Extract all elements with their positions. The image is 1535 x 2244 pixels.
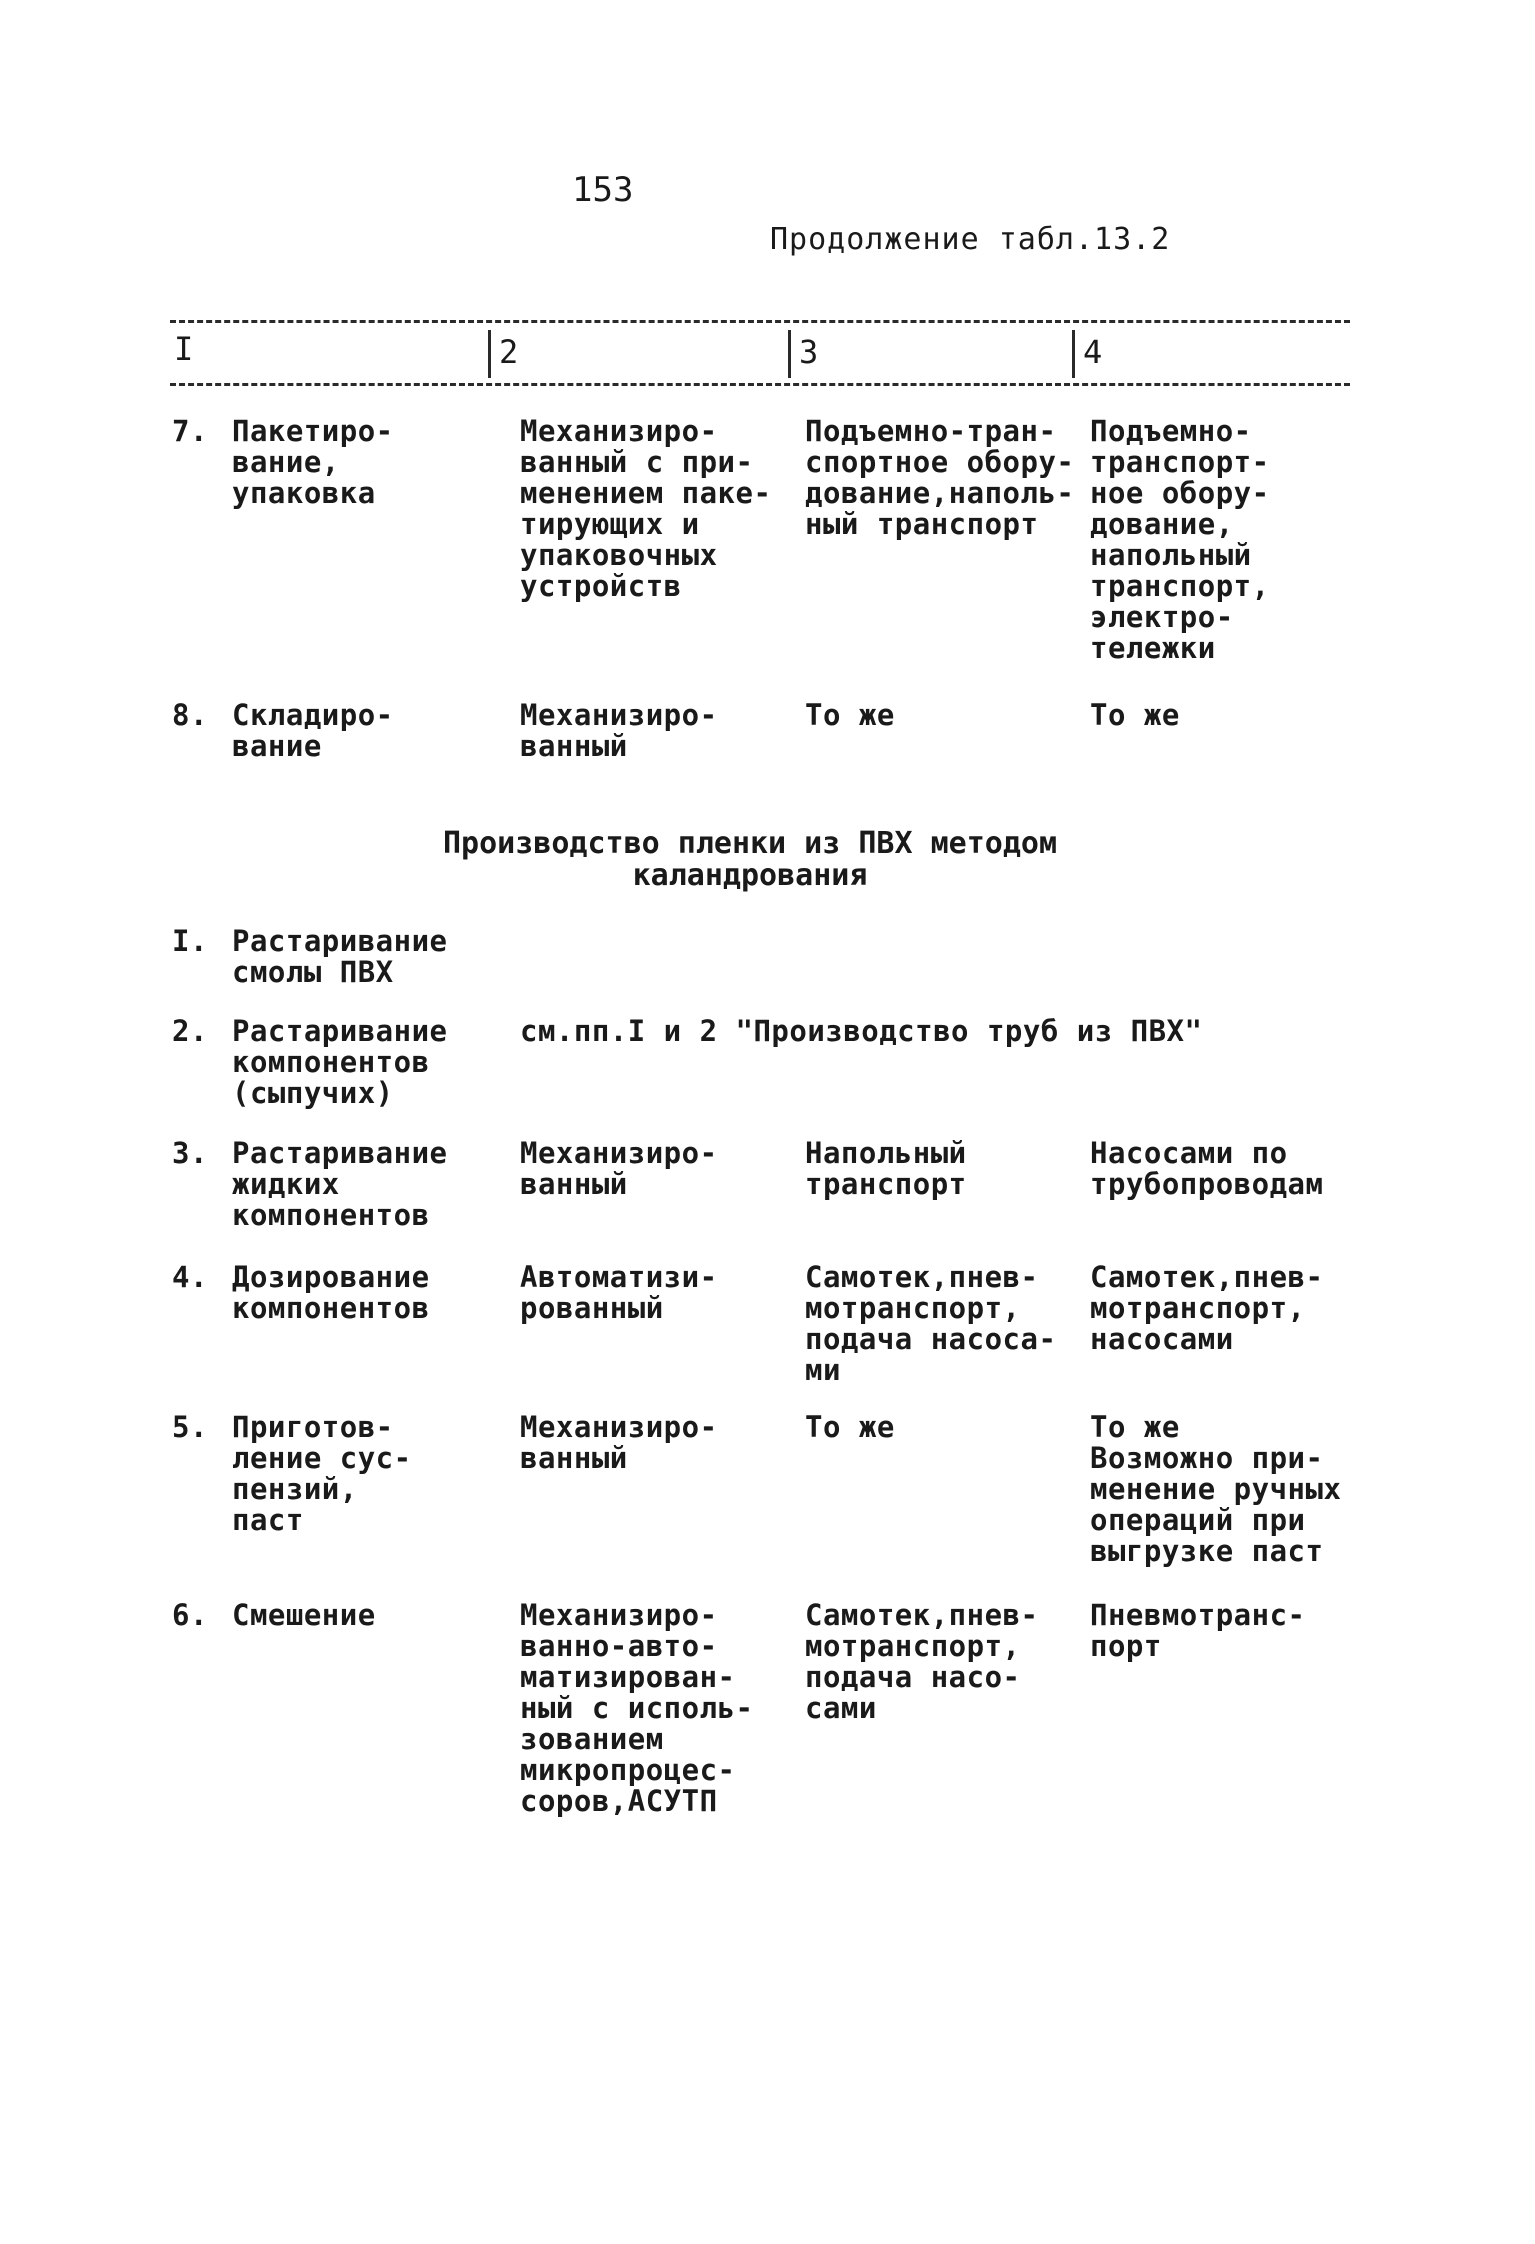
row-number: 3. — [172, 1136, 208, 1170]
equipment-cell: Самотек,пнев- мотранспорт, насосами — [1090, 1260, 1324, 1356]
reference-cell: см.пп.I и 2 "Производство труб из ПВХ" — [520, 1014, 1203, 1048]
method-cell: Автоматизи- рованный — [520, 1260, 718, 1325]
operation-cell: Складиро- вание — [232, 698, 394, 763]
table-rule-bottom — [170, 383, 1350, 386]
equipment-cell: Подъемно- транспорт- ное обору- дование, напольный транспорт, электро- тележки — [1090, 414, 1270, 665]
operation-cell: Растаривание компонентов (сыпучих) — [232, 1014, 448, 1110]
row-number: I. — [172, 924, 208, 958]
transport-cell: То же — [805, 698, 895, 732]
operation-cell: Растаривание жидких компонентов — [232, 1136, 448, 1232]
table-rule-top — [170, 320, 1350, 323]
table-header-col-4: 4 — [1072, 330, 1102, 378]
transport-cell: То же — [805, 1410, 895, 1444]
operation-cell: Дозирование компонентов — [232, 1260, 430, 1325]
row-number: 7. — [172, 414, 208, 448]
operation-cell: Приготов- ление сус- пензий, паст — [232, 1410, 412, 1537]
operation-cell: Пакетиро- вание, упаковка — [232, 414, 394, 510]
row-number: 2. — [172, 1014, 208, 1048]
method-cell: Механизиро- ванный с при- менением паке- тирующих и упаковочных устройств — [520, 414, 772, 603]
operation-cell: Смешение — [232, 1598, 376, 1632]
operation-cell: Растаривание смолы ПВХ — [232, 924, 448, 989]
row-number: 5. — [172, 1410, 208, 1444]
method-cell: Механизиро- ванный — [520, 698, 718, 763]
transport-cell: Подъемно-тран- спортное обору- дование,наполь- ный транспорт — [805, 414, 1075, 541]
equipment-cell: Пневмотранс- порт — [1090, 1598, 1306, 1663]
equipment-cell: То же Возможно при- менение ручных операций при выгрузке паст — [1090, 1410, 1342, 1568]
section-title: Производство пленки из ПВХ методом каландрования — [442, 826, 1058, 893]
transport-cell: Самотек,пнев- мотранспорт, подача насоса- ми — [805, 1260, 1057, 1387]
transport-cell: Напольный транспорт — [805, 1136, 967, 1201]
equipment-cell: То же — [1090, 698, 1180, 732]
table-header-col-1: I — [174, 330, 194, 368]
row-number: 4. — [172, 1260, 208, 1294]
method-cell: Механизиро- ванный — [520, 1136, 718, 1201]
row-number: 6. — [172, 1598, 208, 1632]
method-cell: Механизиро- ванно-авто- матизирован- ный с исполь- зованием микропроцес- соров,АСУТП — [520, 1598, 754, 1818]
transport-cell: Самотек,пнев- мотранспорт, подача насо- сами — [805, 1598, 1039, 1725]
method-cell: Механизиро- ванный — [520, 1410, 718, 1475]
row-number: 8. — [172, 698, 208, 732]
table-continuation-label: Продолжение табл.13.2 — [770, 222, 1171, 257]
table-header-col-3: 3 — [788, 330, 818, 378]
equipment-cell: Насосами по трубопроводам — [1090, 1136, 1324, 1201]
page-number: 153 — [572, 170, 634, 210]
table-header-col-2: 2 — [488, 330, 518, 378]
